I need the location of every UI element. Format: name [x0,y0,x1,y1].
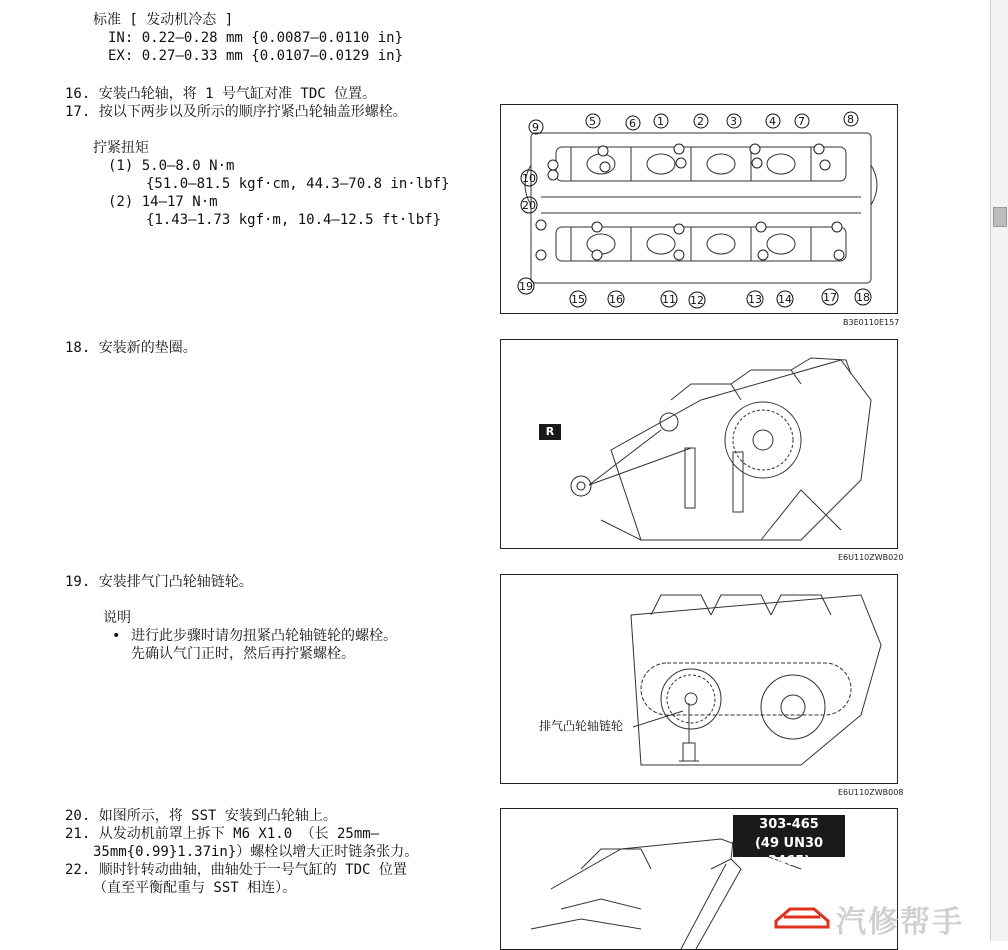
sprocket-callout: 排气凸轮轴链轮 [539,719,624,733]
step-18: 18. 安装新的垫圈。 [65,340,197,356]
exhaust-sprocket-diagram [501,575,897,783]
bolt-label-11: 11 [662,293,676,306]
torque-step-2-alt: {1.43—1.73 kgf·m, 10.4—12.5 ft·lbf} [146,212,442,228]
bolt-label-1: 1 [657,115,664,128]
bolt-label-16: 16 [609,293,623,306]
sst-tool-number-badge [733,815,845,869]
bolt-label-7: 7 [798,115,805,128]
bolt-label-14: 14 [778,293,792,306]
washer-diagram [501,340,897,548]
bolt-label-10: 10 [522,172,536,185]
note-line-2: 先确认气门正时，然后再拧紧螺栓。 [131,646,355,662]
scrollbar-thumb[interactable] [993,207,1007,227]
step-21-cont: 35mm{0.99}1.37in}）螺栓以增大正时链条张力。 [93,844,419,860]
camshaft-bolt-order-figure [500,104,898,314]
replace-part-badge: R [539,424,561,440]
note-bullet: • [112,628,121,644]
sst-tool-number: 303-465 [759,817,819,832]
sst-tool-part-number: (49 UN30 3465) [754,836,824,869]
step-22: 22. 顺时针转动曲轴，曲轴处于一号气缸的 TDC 位置 [65,862,407,878]
watermark-logo [770,895,990,940]
note-line-1: 进行此步骤时请勿扭紧凸轮轴链轮的螺栓。 [131,628,397,644]
torque-title: 拧紧扭矩 [93,140,149,156]
bolt-label-5: 5 [589,115,596,128]
bolt-label-12: 12 [690,294,704,307]
figure-3-caption: E6U110ZWB008 [838,788,904,797]
bolt-label-20: 20 [522,199,536,212]
bolt-label-15: 15 [571,293,585,306]
step-17: 17. 按以下两步以及所示的顺序拧紧凸轮轴盖形螺栓。 [65,104,407,120]
watermark-text: 汽修帮手 [836,905,964,940]
bolt-label-4: 4 [769,115,776,128]
step-21: 21. 从发动机前罩上拆下 M6 X1.0 （长 25mm— [65,826,380,842]
bolt-label-6: 6 [629,117,636,130]
torque-step-1-alt: {51.0—81.5 kgf·cm, 44.3—70.8 in·lbf} [146,176,450,192]
torque-step-2: (2) 14—17 N·m [108,194,218,210]
camshaft-bolt-diagram [501,105,897,313]
spec-title: 标准 [ 发动机冷态 ] [93,12,234,28]
washer-figure [500,339,898,549]
step-20: 20. 如图所示，将 SST 安装到凸轮轴上。 [65,808,337,824]
bolt-label-13: 13 [748,293,762,306]
torque-step-1: (1) 5.0—8.0 N·m [108,158,235,174]
step-19: 19. 安装排气门凸轮轴链轮。 [65,574,253,590]
exhaust-sprocket-figure [500,574,898,784]
step-22-cont: （直至平衡配重与 SST 相连）。 [93,880,297,896]
figure-2-caption: E6U110ZWB020 [838,553,904,562]
note-title: 说明 [103,610,131,626]
bolt-label-17: 17 [823,291,837,304]
bolt-label-3: 3 [730,115,737,128]
bolt-label-19: 19 [519,280,533,293]
spec-in-clearance: IN: 0.22—0.28 mm {0.0087—0.0110 in} [108,30,404,46]
figure-1-caption: B3E0110E157 [843,318,900,327]
vertical-scrollbar[interactable] [990,0,1008,941]
car-logo-icon [770,895,834,935]
bolt-label-8: 8 [847,113,854,126]
bolt-label-18: 18 [856,291,870,304]
spec-ex-clearance: EX: 0.27—0.33 mm {0.0107—0.0129 in} [108,48,404,64]
bolt-label-9: 9 [532,121,539,134]
bolt-label-2: 2 [697,115,704,128]
step-16: 16. 安装凸轮轴，将 1 号气缸对准 TDC 位置。 [65,86,377,102]
